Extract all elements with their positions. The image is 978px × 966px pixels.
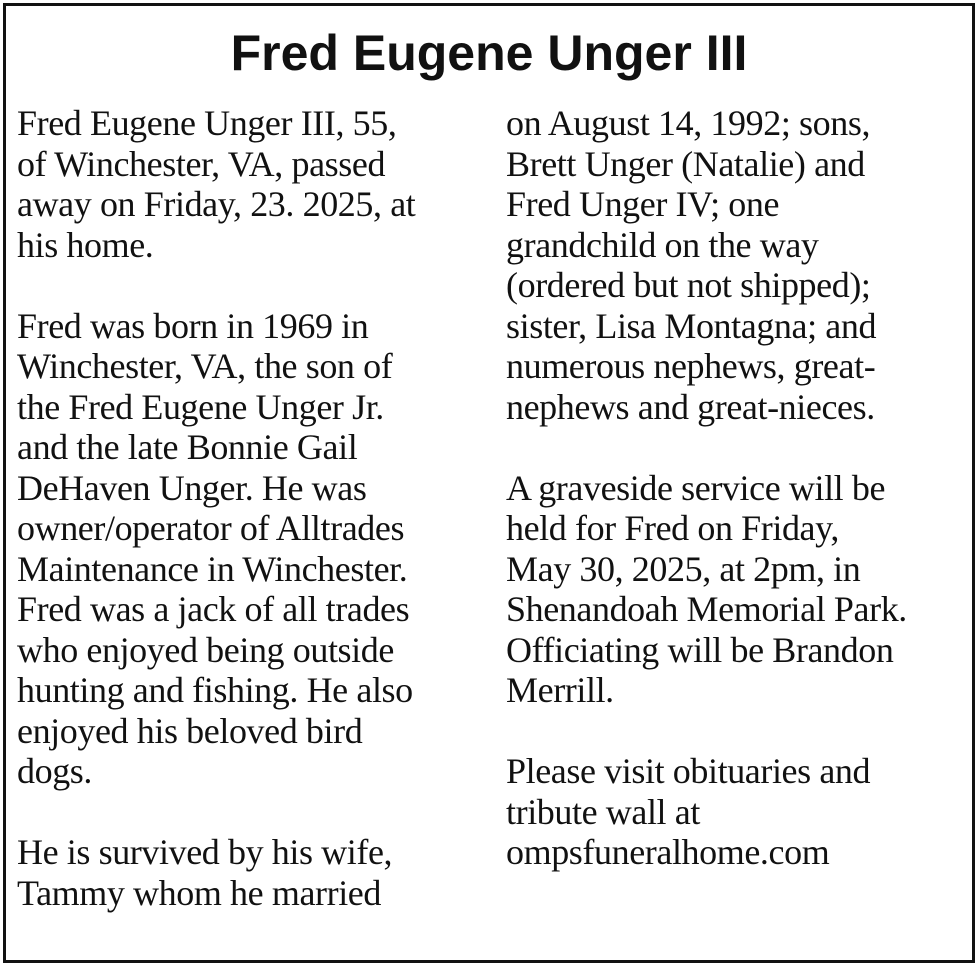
text-line: the Fred Eugene Unger Jr. — [17, 386, 384, 427]
right-column — [506, 103, 968, 873]
text-line: Officiating will be Brandon — [506, 629, 894, 670]
text-line: held for Fred on Friday, — [506, 508, 839, 548]
paragraph-gap — [506, 711, 968, 752]
text-line: hunting and fishing. He also — [17, 670, 413, 710]
paragraph — [17, 832, 492, 913]
text-line: of Winchester, VA, passed — [17, 143, 386, 184]
paragraph-gap — [17, 265, 492, 306]
text-line: and the late Bonnie Gail — [17, 427, 358, 467]
paragraph — [506, 103, 968, 427]
text-line: his home. — [17, 224, 154, 265]
obituary-frame — [3, 3, 975, 963]
text-line: Fred Unger IV; one — [506, 184, 780, 224]
left-column — [17, 103, 492, 913]
text-line: on August 14, 1992; sons, — [506, 103, 871, 143]
text-line: Please visit obituaries and — [506, 751, 871, 791]
text-line: He is survived by his wife, — [17, 832, 393, 872]
text-line: Winchester, VA, the son of — [17, 346, 393, 386]
text-line: Fred Eugene Unger III, 55, — [17, 103, 397, 143]
paragraph — [17, 103, 492, 265]
text-line: DeHaven Unger. He was — [17, 467, 367, 508]
text-line: tribute wall at — [506, 791, 700, 832]
text-line: sister, Lisa Montagna; and — [506, 305, 877, 346]
text-line: ompsfuneralhome.com — [506, 832, 830, 872]
text-line: numerous nephews, great- — [506, 346, 876, 386]
paragraph — [17, 306, 492, 792]
text-line: A graveside service will be — [506, 467, 886, 508]
paragraph — [506, 468, 968, 711]
text-line: dogs. — [17, 751, 93, 791]
paragraph-gap — [17, 792, 492, 833]
text-line: Merrill. — [506, 670, 614, 710]
text-line: (ordered but not shipped); — [506, 265, 871, 305]
text-line: Fred was born in 1969 in — [17, 305, 369, 346]
text-line: owner/operator of Alltrades — [17, 508, 405, 548]
text-line: Tammy whom he married — [17, 872, 381, 913]
text-line: Brett Unger (Natalie) and — [506, 143, 865, 184]
text-line: away on Friday, 23. 2025, at — [17, 184, 416, 224]
text-line: enjoyed his beloved bird — [17, 710, 363, 751]
paragraph — [506, 751, 968, 873]
text-line: Shenandoah Memorial Park. — [506, 589, 907, 629]
text-line: who enjoyed being outside — [17, 629, 394, 670]
text-line: grandchild on the way — [506, 224, 819, 265]
text-line: May 30, 2025, at 2pm, in — [506, 548, 861, 589]
paragraph-gap — [506, 427, 968, 468]
text-line: Maintenance in Winchester. — [17, 548, 408, 589]
obituary-title: Fred Eugene Unger III — [230, 25, 748, 81]
text-line: Fred was a jack of all trades — [17, 589, 410, 629]
text-line: nephews and great-nieces. — [506, 386, 875, 427]
